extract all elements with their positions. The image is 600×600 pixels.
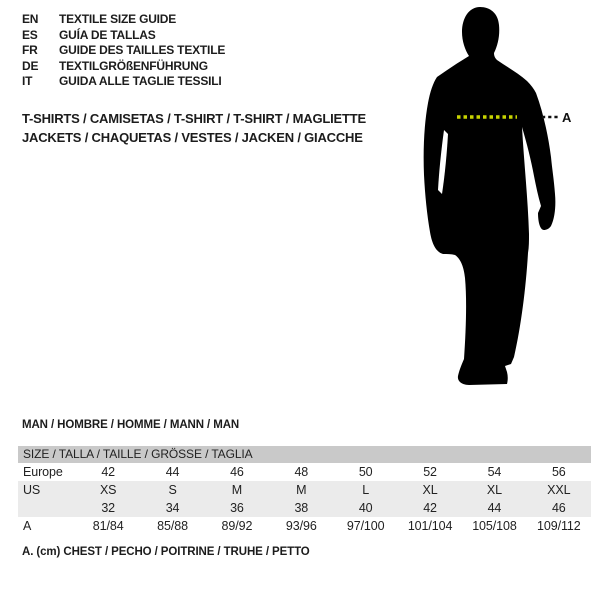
size-cell: S <box>168 483 177 497</box>
size-cell: 34 <box>165 501 180 515</box>
silhouette-shape <box>424 7 556 385</box>
size-cell: 89/92 <box>221 519 253 533</box>
size-cell: XL <box>486 483 502 497</box>
language-row <box>22 12 225 28</box>
language-code: ES <box>22 27 38 42</box>
size-cell: XL <box>422 483 438 497</box>
language-label: GUIDA ALLE TAGLIE TESSILI <box>59 74 222 88</box>
size-cell: 93/96 <box>285 519 317 533</box>
section-title: MAN / HOMBRE / HOMME / MANN / MAN <box>22 419 240 431</box>
size-cell: 42 <box>101 465 116 479</box>
size-cell: 85/88 <box>157 519 188 533</box>
size-cell: 38 <box>294 501 309 515</box>
size-cell: XXL <box>547 483 571 497</box>
size-cell: 44 <box>487 501 502 515</box>
size-table <box>18 446 591 535</box>
language-label: GUÍA DE TALLAS <box>59 27 156 42</box>
size-cell: L <box>362 483 370 497</box>
category-jackets: JACKETS / CHAQUETAS / VESTES / JACKEN / GIACCHE <box>22 130 363 145</box>
language-label: TEXTILE SIZE GUIDE <box>59 12 177 26</box>
measurement-footnote: A. (cm) CHEST / PECHO / POITRINE / TRUHE / PETTO <box>22 546 310 558</box>
table-row-europe <box>18 463 591 481</box>
size-cell: 46 <box>230 465 244 479</box>
language-label: TEXTILGRÖßENFÜHRUNG <box>59 58 208 73</box>
size-cell: M <box>296 483 307 497</box>
language-list <box>22 12 225 90</box>
language-row <box>22 43 225 59</box>
size-cell: 44 <box>165 465 180 479</box>
size-cell: 56 <box>551 465 566 479</box>
language-code: DE <box>22 58 39 73</box>
size-cell: 52 <box>423 465 437 479</box>
size-cell: 46 <box>551 501 566 515</box>
language-code: IT <box>22 74 33 88</box>
size-cell: 42 <box>423 501 437 515</box>
table-row-us <box>18 481 591 499</box>
size-cell: 54 <box>487 465 502 479</box>
language-row <box>22 59 225 75</box>
row-label: US <box>23 483 41 497</box>
size-table-header: SIZE / TALLA / TAILLE / GRÖSSE / TAGLIA <box>18 446 591 463</box>
man-figure <box>395 0 595 400</box>
man-silhouette <box>395 0 595 400</box>
size-cell: 40 <box>358 501 373 515</box>
size-cell: 81/84 <box>92 519 124 533</box>
language-code: EN <box>22 12 39 26</box>
language-label: GUIDE DES TAILLES TEXTILE <box>59 43 226 57</box>
table-row-numeric <box>18 499 591 517</box>
language-row <box>22 74 225 90</box>
size-cell: 105/108 <box>472 519 517 533</box>
size-cell: 48 <box>294 465 309 479</box>
category-list <box>22 109 366 147</box>
row-label: A <box>23 519 32 533</box>
size-cell: 36 <box>230 501 244 515</box>
size-cell: 97/100 <box>346 519 385 533</box>
size-cell: 50 <box>358 465 373 479</box>
measure-label-a: A <box>562 110 572 125</box>
table-row-chest-a <box>18 517 591 535</box>
size-cell: M <box>231 483 243 497</box>
row-label: Europe <box>23 465 63 479</box>
size-cell: 32 <box>101 501 116 515</box>
size-cell: 109/112 <box>537 519 581 533</box>
language-row <box>22 28 225 44</box>
size-cell: 101/104 <box>407 519 453 533</box>
language-code: FR <box>22 43 38 57</box>
category-tshirts: T-SHIRTS / CAMISETAS / T-SHIRT / T-SHIRT / MAGLIETTE <box>22 111 366 126</box>
row-label <box>18 499 76 517</box>
size-cell: XS <box>99 483 117 497</box>
